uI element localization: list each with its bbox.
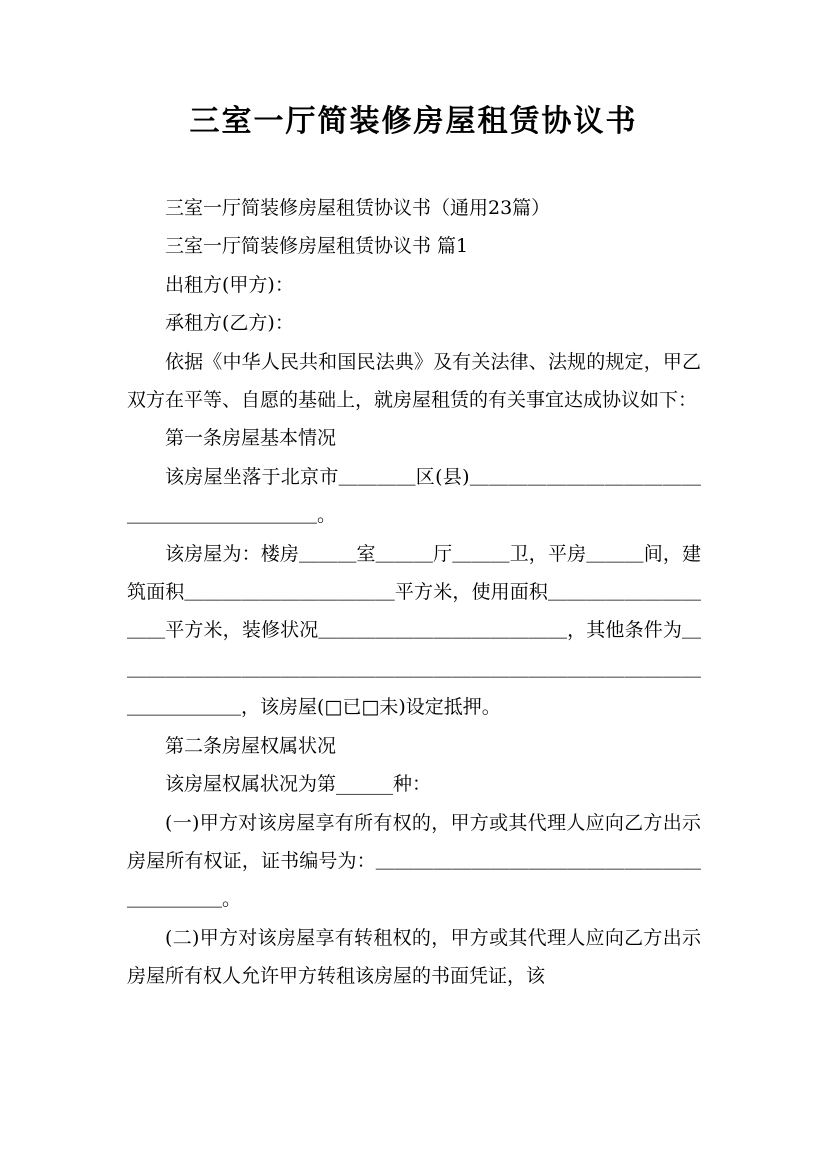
paragraph-location: 该房屋坐落于北京市＿＿＿＿区(县)＿＿＿＿＿＿＿＿＿＿＿＿＿＿＿＿＿＿＿＿＿＿。	[127, 465, 701, 527]
document-body	[127, 189, 701, 996]
paragraph-ownership-1: (一)甲方对该房屋享有所有权的，甲方或其代理人应向乙方出示房屋所有权证，证书编号为：＿＿＿＿＿＿＿＿＿＿＿＿＿＿＿＿＿＿＿＿＿＿。	[127, 811, 701, 911]
paragraph-article-2-heading: 第二条房屋权属状况	[165, 734, 337, 757]
paragraph-preamble: 依据《中华人民共和国民法典》及有关法律、法规的规定，甲乙双方在平等、自愿的基础上，就房屋租赁的有关事宜达成协议如下：	[127, 350, 701, 412]
paragraph-ownership-2: (二)甲方对该房屋享有转租权的，甲方或其代理人应向乙方出示房屋所有权人允许甲方转租该房屋的书面凭证，该	[127, 926, 701, 988]
paragraph-article-1-heading: 第一条房屋基本情况	[165, 427, 337, 450]
document-title: 三室一厅简装修房屋租赁协议书	[189, 104, 638, 139]
paragraph-section-heading: 三室一厅简装修房屋租赁协议书 篇1	[165, 235, 469, 258]
paragraph-house-details: 该房屋为：楼房＿＿＿室＿＿＿厅＿＿＿卫，平房＿＿＿间，建筑面积＿＿＿＿＿＿＿＿＿＿＿平方米，使用面积＿＿＿＿＿＿＿＿＿＿平方米，装修状况＿＿＿＿＿＿＿＿＿＿＿＿＿，其他条件为＿＿＿＿＿＿＿＿＿＿＿＿＿＿＿＿＿＿＿＿＿＿＿＿＿＿＿＿＿＿＿＿＿＿＿＿＿，该房屋(□已□未)设定抵押。	[127, 542, 701, 719]
paragraph-lessee: 承租方(乙方)：	[165, 312, 294, 335]
paragraph-lessor: 出租方(甲方)：	[165, 273, 294, 296]
paragraph-collection-title: 三室一厅简装修房屋租赁协议书（通用23篇）	[165, 197, 551, 219]
paragraph-ownership-type: 该房屋权属状况为第______种：	[165, 773, 432, 796]
